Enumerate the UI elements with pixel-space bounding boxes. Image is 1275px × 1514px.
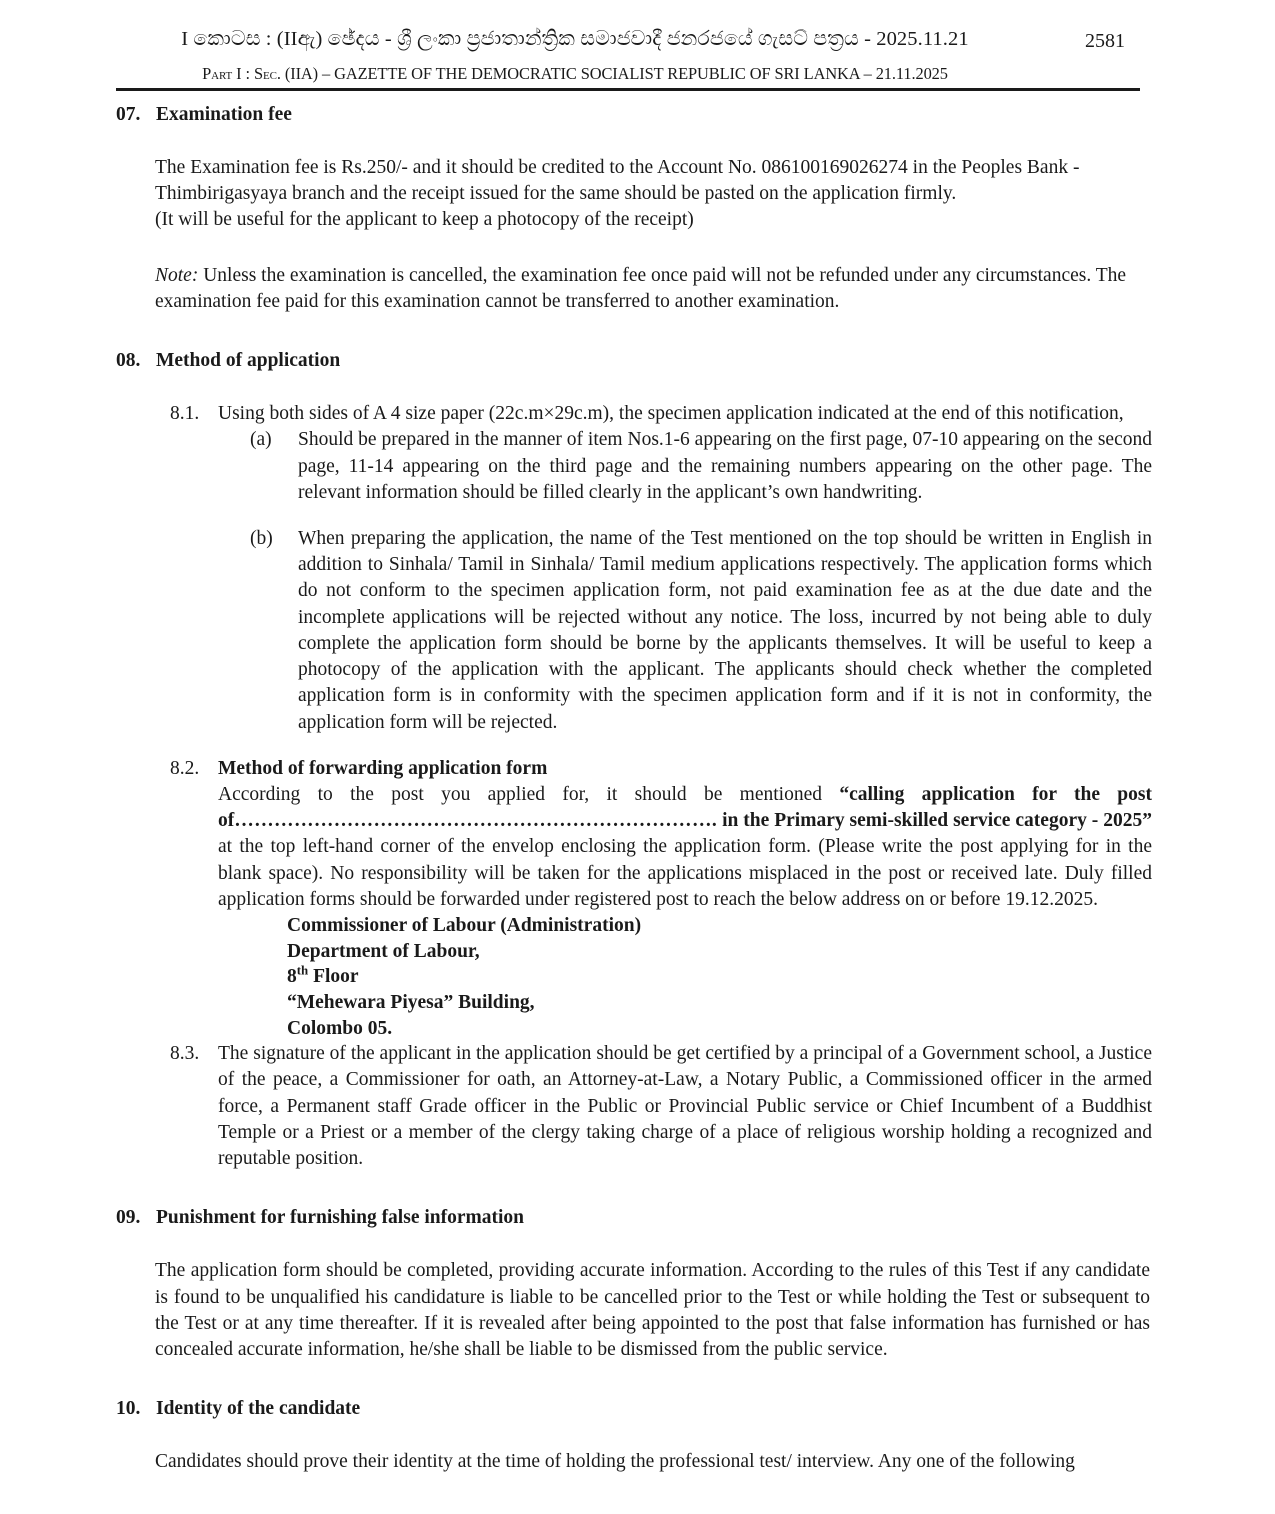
item-8-2-marker: 8.2. [170, 757, 200, 779]
item-8-1-a [250, 427, 1152, 506]
page-masthead [0, 28, 1275, 84]
paragraph-07-note [155, 263, 1150, 315]
spacer [0, 1420, 1275, 1449]
address-line-department: Department of Labour, [287, 940, 480, 962]
spacer [0, 234, 1275, 263]
section-heading-10 [116, 1398, 1275, 1420]
note-text: Unless the examination is cancelled, the examination fee once paid will not be refunded under any circumstances. The examination fee paid for this examination cannot be transferred to another examination. [155, 264, 1127, 312]
spacer [0, 1172, 1275, 1201]
address-line-commissioner: Commissioner of Labour (Administration) [287, 915, 642, 937]
address-floor-word: Floor [308, 966, 359, 988]
item-8-1 [170, 401, 1152, 427]
section-title-10: Identity of the candidate [156, 1398, 361, 1420]
address-line-building: “Mehewara Piyesa” Building, [287, 991, 535, 1013]
forwarding-address-block [287, 913, 1275, 1041]
spacer [0, 372, 1275, 401]
note-label: Note: [155, 264, 199, 286]
masthead-sinhala-title: I කොටස : (IIඇ) ඡේදය - ශ්‍රී ලංකා ප්‍රජාතාන්ත්‍රික සමාජවාදී ජනරජයේ ගැසට් පත්‍රය - 2025.11.21 [181, 28, 969, 50]
masthead-primary-row [0, 28, 1275, 62]
section-number-10: 10. [116, 1398, 141, 1420]
section-title-08: Method of application [156, 350, 341, 372]
spacer [0, 126, 1275, 155]
masthead-english-title: Part I : Sec. (IIA) – GAZETTE OF THE DEMOCRATIC SOCIALIST REPUBLIC OF SRI LANKA – 21.11.2025 [202, 64, 948, 83]
item-8-2-bold-quote-end: in the Primary semi-skilled service category - 2025” [717, 810, 1152, 832]
item-8-2-blank-dots: ………………………………………………………………. [234, 810, 718, 832]
item-8-2-body [218, 756, 1152, 913]
spacer [0, 1229, 1275, 1258]
item-8-1-b-text: When preparing the application, the name of the Test mentioned on the top should be written in English in addition to Sinhala/ Tamil in Sinhala/ Tamil medium applications respectively. The application forms which do not conform to the specimen application form, not paid examination fee as at the due date and the incomplete applications will be rejected without any notice. The loss, incurred by not being able to duly complete the application form should be borne by the applicants themselves. It will be useful to keep a photocopy of the application with the applicant. The applicants should check whether the completed application form is in conformity with the specimen application form and if it is not in conformity, the application form will be rejected. [298, 527, 1152, 733]
spacer [0, 315, 1275, 344]
item-8-1-b [250, 526, 1152, 736]
item-8-3-text: The signature of the applicant in the application should be get certified by a principal of a Government school, a Justice of the peace, a Commissioner for oath, an Attorney-at-Law, a Notary Public, a Commissioned officer in the armed force, a Permanent staff Grade officer in the Public or Provincial Public service or Chief Incumbent of a Buddhist Temple or a Priest or a member of the clergy taking charge of a place of religious worship holding a recognized and reputable position. [218, 1043, 1152, 1170]
masthead-divider [116, 88, 1140, 91]
document-body [0, 104, 1275, 1475]
section-title-09: Punishment for furnishing false information [156, 1207, 525, 1229]
spacer [0, 1363, 1275, 1392]
section-number-09: 09. [116, 1207, 141, 1229]
paragraph-07-photocopy: (It will be useful for the applicant to keep a photocopy of the receipt) [155, 209, 694, 231]
paragraph-10-text: Candidates should prove their identity at the time of holding the professional test/ interview. Any one of the following [155, 1451, 1075, 1473]
item-8-2-heading: Method of forwarding application form [218, 757, 548, 779]
paragraph-07-fee: The Examination fee is Rs.250/- and it should be credited to the Account No. 086100169026274 in the Peoples Bank - Thimbirigasyaya branch and the receipt issued for the same should be pasted on the application firmly. [155, 157, 1080, 205]
section-number-08: 08. [116, 350, 141, 372]
item-8-2-trailing-text: at the top left-hand corner of the envelop enclosing the application form. (Please write the post applying for in the blank space). No responsibility will be taken for the applications misplaced in the post or received late. Duly filled application forms should be forwarded under registered post to reach the below address on or before 19.12.2025. [218, 836, 1152, 910]
item-8-1-b-marker: (b) [250, 527, 273, 549]
address-line-city: Colombo 05. [287, 1017, 393, 1039]
spacer [0, 506, 1275, 526]
section-heading-09 [116, 1207, 1275, 1229]
item-8-2-lead-text: According to the post you applied for, it should be mentioned [218, 783, 840, 805]
section-number-07: 07. [116, 104, 141, 125]
address-line-floor [287, 964, 1275, 990]
item-8-3 [170, 1041, 1152, 1172]
section-heading-07 [116, 104, 1275, 126]
spacer [0, 736, 1275, 756]
item-8-2-text [218, 782, 1152, 913]
section-title-07: Examination fee [156, 104, 292, 125]
paragraph-09-text: The application form should be completed, providing accurate information. According to the rules of this Test if any candidate is found to be unqualified his candidature is liable to be cancelled prior to the Test or while holding the Test or subsequent to the Test or at any time thereafter. If it is revealed after being appointed to the post that false information has furnished or has concealed accurate information, he/she shall be liable to be dismissed from the public service. [155, 1260, 1150, 1360]
item-8-1-a-text: Should be prepared in the manner of item Nos.1-6 appearing on the first page, 07-10 appearing on the second page, 11-14 appearing on the third page and the remaining numbers appearing on the other page. The relevant information should be filled clearly in the applicant’s own handwriting. [298, 429, 1152, 503]
item-8-1-text: Using both sides of A 4 size paper (22c.m×29c.m), the specimen application indicated at the end of this notification, [218, 403, 1124, 425]
item-8-1-marker: 8.1. [170, 403, 200, 425]
address-floor-ordinal-suffix: th [296, 963, 309, 978]
address-floor-number: 8 [287, 966, 297, 988]
section-heading-08 [116, 350, 1275, 372]
item-8-1-a-marker: (a) [250, 429, 272, 451]
page-number: 2581 [1085, 30, 1125, 52]
item-8-3-marker: 8.3. [170, 1043, 200, 1065]
item-8-2 [170, 756, 1152, 913]
item-8-2-bold-quote-start: “calling application for the post of [218, 783, 1152, 832]
